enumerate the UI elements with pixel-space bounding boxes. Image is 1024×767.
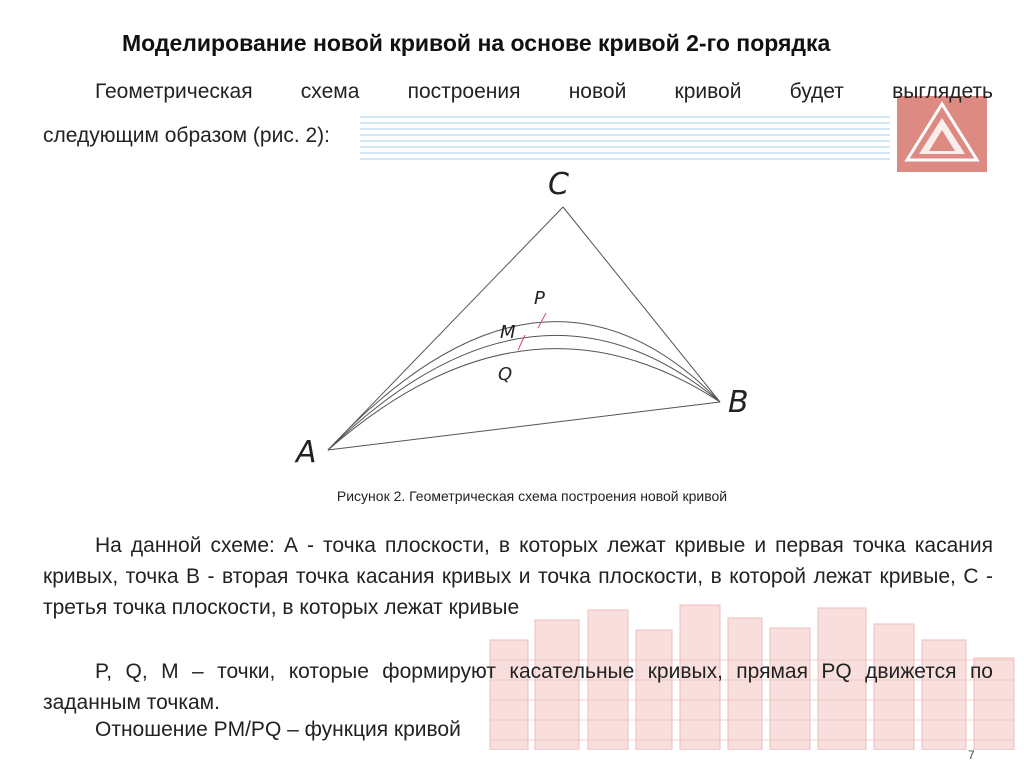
label-point-a: A bbox=[296, 435, 317, 470]
body-paragraph-2: P, Q, M – точки, которые формируют касательные кривых, прямая PQ движется по заданным точкам. bbox=[43, 660, 993, 714]
intro-text-line-2: следующим образом (рис. 2): bbox=[43, 124, 331, 147]
intro-text-line-1: Геометрическая схема построения новой кривой будет выглядеть bbox=[95, 80, 993, 103]
tick-m bbox=[518, 335, 525, 350]
label-point-q: Q bbox=[498, 364, 513, 385]
tick-p bbox=[538, 313, 546, 328]
label-point-m: M bbox=[500, 322, 516, 343]
label-point-p: P bbox=[534, 288, 545, 309]
side-ac bbox=[328, 207, 563, 450]
label-point-b: B bbox=[728, 385, 749, 420]
side-cb bbox=[563, 207, 720, 402]
label-point-c: C bbox=[548, 167, 569, 202]
curve-p bbox=[328, 322, 720, 450]
figure-caption: Рисунок 2. Геометрическая схема построения новой кривой bbox=[336, 488, 728, 504]
body-paragraph-3: Отношение PM/PQ – функция кривой bbox=[95, 718, 461, 741]
body-paragraph-1: На данной схеме: А - точка плоскости, в которых лежат кривые и первая точка касания кривых, точка В - вторая точка касания кривых и точка плоскости, в которой лежат кривые, С - третья точка плоскости, в которых лежат кривые bbox=[43, 534, 993, 619]
curve-m bbox=[328, 335, 720, 450]
page-number: 7 bbox=[968, 748, 975, 762]
side-ab bbox=[328, 402, 720, 450]
slide-title: Моделирование новой кривой на основе кривой 2-го порядка bbox=[122, 30, 831, 56]
